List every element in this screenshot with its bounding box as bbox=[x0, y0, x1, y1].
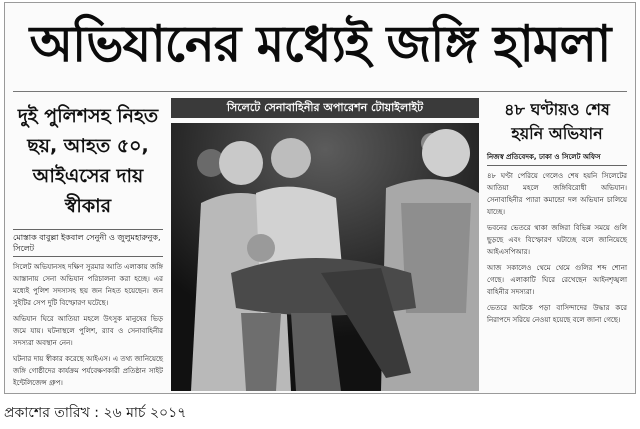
left-byline: মোস্তাক বাবুল্লা ইকবাল সেনুনী ও জুলুমহারুনুক, সিলেট bbox=[13, 229, 163, 257]
right-paragraph: ভবনের ভেতরে থাকা জঙ্গিরা বিভিন্ন সময়ে গুলি ছুড়ছে এবং বিস্ফোরণ ঘটাচ্ছে বলে জানিয়েছে আইএসপিআর। bbox=[487, 224, 627, 256]
left-column bbox=[13, 101, 163, 393]
left-paragraph: ঘটনার দায় স্বীকার করেছে আইএস। এ তথ্য জানিয়েছে জঙ্গি গোষ্ঠীদের কার্যক্রম পর্যবেক্ষণকারী প্রতিষ্ঠান সাইট ইন্টেলিজেন্স গ্রুপ। bbox=[13, 355, 163, 387]
left-subheadline: দুই পুলিশসহ নিহত ছয়, আহত ৫০, আইএসের দায় স্বীকার bbox=[17, 105, 159, 217]
newspaper-clipping bbox=[4, 2, 636, 394]
headline-divider bbox=[13, 91, 627, 92]
left-article-body bbox=[13, 261, 163, 389]
right-column bbox=[487, 98, 627, 330]
news-photo bbox=[171, 123, 479, 391]
photo-caption-banner: সিলেটে সেনাবাহিনীর অপারেশন টোয়াইলাইট bbox=[171, 98, 479, 118]
publish-date: প্রকাশের তারিখ : ২৬ মার্চ ২০১৭ bbox=[4, 405, 187, 421]
main-headline: অভিযানের মধ্যেই জঙ্গি হামলা bbox=[29, 15, 611, 73]
right-paragraph: আজ সকালেও থেমে থেমে গুলির শব্দ শোনা গেছে। এলাকাটি ঘিরে রেখেছেন আইনশৃঙ্খলা বাহিনীর সদস্যরা। bbox=[487, 264, 627, 296]
right-byline: নিজস্ব প্রতিবেদক, ঢাকা ও সিলেট অফিস bbox=[487, 152, 627, 166]
left-paragraph: সিলেট অভিযানসহ দক্ষিণ সুরমার আতি এলাকায় জঙ্গি আস্তানায় সেনা অভিযান পরিচালনা করা হচ্ছে। এর মধ্যেই পুলিশ সদস্যসহ ছয় জন নিহত হয়েছেন। জন সুইটির সেপ দুটি বিস্ফোরণ ঘটেছে। bbox=[13, 263, 163, 307]
left-paragraph: অভিযান ঘিরে আতিয়া মহলে উৎসুক মানুষের ভিড় জমে যায়। ঘটনাস্থলে পুলিশ, র‍্যাব ও সেনাবাহিনীর সদস্যরা অবস্থান নেন। bbox=[13, 315, 163, 347]
right-paragraph: ৪৮ ঘণ্টা পেরিয়ে গেলেও শেষ হয়নি সিলেটের আতিয়া মহলে জঙ্গিবিরোধী অভিযান। সেনাবাহিনীর প্যারা কমান্ডো দল অভিযান চালিয়ে যাচ্ছে। bbox=[487, 172, 627, 216]
right-paragraph: ভেতরে আটকে পড়া বাসিন্দাদের উদ্ধার করে নিরাপদে সরিয়ে নেওয়া হয়েছে বলে জানা গেছে। bbox=[487, 304, 627, 324]
right-subheadline: ৪৮ ঘণ্টায়ও শেষ হয়নি অভিযান bbox=[504, 100, 610, 143]
right-article-body bbox=[487, 170, 627, 326]
photo-illustration bbox=[171, 123, 479, 391]
